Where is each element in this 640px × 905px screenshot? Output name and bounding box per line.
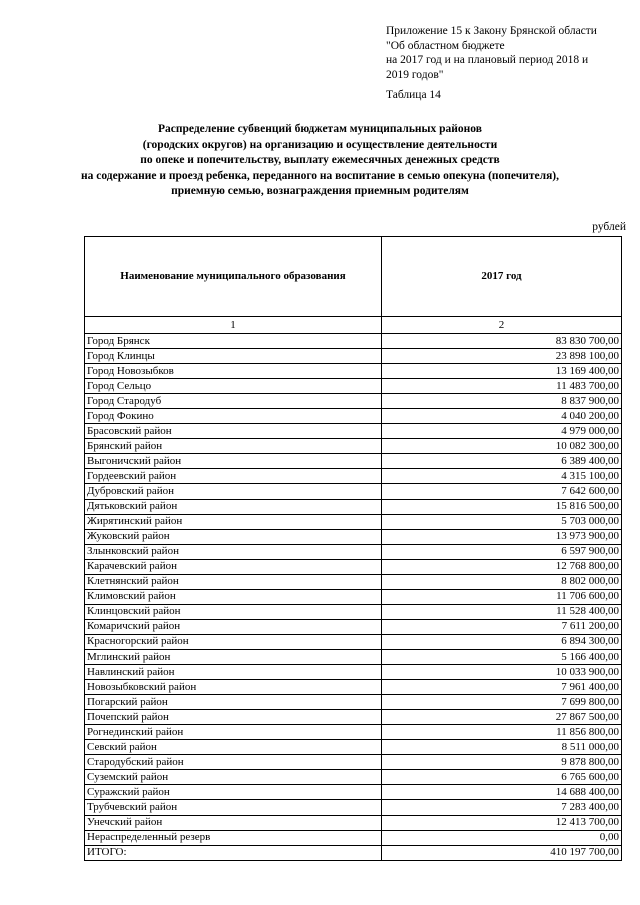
table-row xyxy=(85,740,622,755)
table-row xyxy=(85,634,622,649)
row-value: 83 830 700,00 xyxy=(382,334,622,349)
table-body xyxy=(85,237,622,861)
table-row xyxy=(85,589,622,604)
row-name: Климовский район xyxy=(85,589,382,604)
row-value: 6 597 900,00 xyxy=(382,544,622,559)
table-row xyxy=(85,544,622,559)
table-row xyxy=(85,409,622,424)
row-name: Город Фокино xyxy=(85,409,382,424)
row-value: 4 979 000,00 xyxy=(382,424,622,439)
row-value: 11 856 800,00 xyxy=(382,725,622,740)
table-row xyxy=(85,334,622,349)
table-row xyxy=(85,559,622,574)
table-header-row xyxy=(85,237,622,317)
table-row xyxy=(85,830,622,845)
row-name: Мглинский район xyxy=(85,649,382,664)
row-value: 14 688 400,00 xyxy=(382,785,622,800)
title-line: на содержание и проезд ребенка, переданного на воспитание в семью опекуна (попечителя), xyxy=(81,169,559,182)
row-name: Город Стародуб xyxy=(85,394,382,409)
row-value: 6 765 600,00 xyxy=(382,770,622,785)
title-line: приемную семью, вознаграждения приемным родителям xyxy=(171,185,469,197)
table-row xyxy=(85,785,622,800)
row-value: 13 973 900,00 xyxy=(382,529,622,544)
row-name: Новозыбковский район xyxy=(85,680,382,695)
col2-number: 2 xyxy=(382,317,622,334)
row-value: 12 413 700,00 xyxy=(382,815,622,830)
row-name: Гордеевский район xyxy=(85,469,382,484)
row-value: 7 699 800,00 xyxy=(382,695,622,710)
annex-line: Приложение 15 к Закону Брянской области xyxy=(386,25,597,37)
table-row xyxy=(85,725,622,740)
row-name: Город Новозыбков xyxy=(85,364,382,379)
row-value: 23 898 100,00 xyxy=(382,349,622,364)
row-value: 7 611 200,00 xyxy=(382,619,622,634)
row-value: 10 033 900,00 xyxy=(382,665,622,680)
row-name: Город Брянск xyxy=(85,334,382,349)
row-value: 9 878 800,00 xyxy=(382,755,622,770)
table-row xyxy=(85,439,622,454)
row-value: 11 528 400,00 xyxy=(382,604,622,619)
row-value: 7 283 400,00 xyxy=(382,800,622,815)
row-name: Унечский район xyxy=(85,815,382,830)
row-name: Навлинский район xyxy=(85,665,382,680)
currency-unit: рублей xyxy=(592,221,626,233)
row-value: 8 802 000,00 xyxy=(382,574,622,589)
row-value: 11 483 700,00 xyxy=(382,379,622,394)
table-row xyxy=(85,770,622,785)
table-row xyxy=(85,695,622,710)
table-row xyxy=(85,815,622,830)
row-name: Нераспределенный резерв xyxy=(85,830,382,845)
row-name: Погарский район xyxy=(85,695,382,710)
row-name: Злынковский район xyxy=(85,544,382,559)
row-value: 10 082 300,00 xyxy=(382,439,622,454)
row-name: Суражский район xyxy=(85,785,382,800)
table-row xyxy=(85,469,622,484)
row-name: Город Сельцо xyxy=(85,379,382,394)
row-name: ИТОГО: xyxy=(85,845,382,860)
table-row xyxy=(85,349,622,364)
row-value: 15 816 500,00 xyxy=(382,499,622,514)
table-row xyxy=(85,665,622,680)
title-line: Распределение субвенций бюджетам муниципальных районов xyxy=(158,123,482,135)
row-value: 4 315 100,00 xyxy=(382,469,622,484)
row-value: 5 166 400,00 xyxy=(382,649,622,664)
table-row xyxy=(85,574,622,589)
table-row xyxy=(85,379,622,394)
annex-block xyxy=(386,24,626,103)
col2-header: 2017 год xyxy=(382,237,622,317)
row-name: Красногорский район xyxy=(85,634,382,649)
row-name: Дятьковский район xyxy=(85,499,382,514)
col1-header: Наименование муниципального образования xyxy=(85,237,382,317)
row-value: 13 169 400,00 xyxy=(382,364,622,379)
row-name: Трубчевский район xyxy=(85,800,382,815)
row-name: Брасовский район xyxy=(85,424,382,439)
column-number-row xyxy=(85,317,622,334)
row-value: 7 961 400,00 xyxy=(382,680,622,695)
table-row xyxy=(85,364,622,379)
table-row xyxy=(85,649,622,664)
row-name: Клетнянский район xyxy=(85,574,382,589)
table-row xyxy=(85,800,622,815)
row-name: Карачевский район xyxy=(85,559,382,574)
row-name: Севский район xyxy=(85,740,382,755)
table-row xyxy=(85,619,622,634)
row-name: Рогнединский район xyxy=(85,725,382,740)
row-name: Выгоничский район xyxy=(85,454,382,469)
document-title xyxy=(60,122,580,200)
table-row xyxy=(85,424,622,439)
row-value: 12 768 800,00 xyxy=(382,559,622,574)
row-name: Суземский район xyxy=(85,770,382,785)
row-name: Комаричский район xyxy=(85,619,382,634)
row-value: 0,00 xyxy=(382,830,622,845)
row-name: Город Клинцы xyxy=(85,349,382,364)
row-value: 27 867 500,00 xyxy=(382,710,622,725)
table-row xyxy=(85,845,622,860)
annex-line: 2019 годов" xyxy=(386,68,444,81)
table-row xyxy=(85,604,622,619)
row-value: 4 040 200,00 xyxy=(382,409,622,424)
row-value: 6 389 400,00 xyxy=(382,454,622,469)
annex-line: на 2017 год и на плановый период 2018 и xyxy=(386,54,589,66)
row-name: Клинцовский район xyxy=(85,604,382,619)
row-name: Дубровский район xyxy=(85,484,382,499)
table-label: Таблица 14 xyxy=(386,89,441,101)
table-row xyxy=(85,514,622,529)
subvention-table xyxy=(84,236,622,861)
row-value: 8 511 000,00 xyxy=(382,740,622,755)
title-line: (городских округов) на организацию и осуществление деятельности xyxy=(142,138,498,151)
row-value: 11 706 600,00 xyxy=(382,589,622,604)
table-row xyxy=(85,710,622,725)
table-row xyxy=(85,499,622,514)
row-value: 7 642 600,00 xyxy=(382,484,622,499)
table-row xyxy=(85,529,622,544)
row-value: 8 837 900,00 xyxy=(382,394,622,409)
row-name: Брянский район xyxy=(85,439,382,454)
row-value: 410 197 700,00 xyxy=(382,845,622,860)
row-name: Жуковский район xyxy=(85,529,382,544)
table-row xyxy=(85,755,622,770)
title-line: по опеке и попечительству, выплату ежемесячных денежных средств xyxy=(140,154,500,166)
row-value: 5 703 000,00 xyxy=(382,514,622,529)
table-row xyxy=(85,680,622,695)
annex-line: "Об областном бюджете xyxy=(386,39,505,52)
table-row xyxy=(85,394,622,409)
table-row xyxy=(85,484,622,499)
row-name: Жирятинский район xyxy=(85,514,382,529)
row-value: 6 894 300,00 xyxy=(382,634,622,649)
table-row xyxy=(85,454,622,469)
row-name: Почепский район xyxy=(85,710,382,725)
col1-number: 1 xyxy=(85,317,382,334)
row-name: Стародубский район xyxy=(85,755,382,770)
